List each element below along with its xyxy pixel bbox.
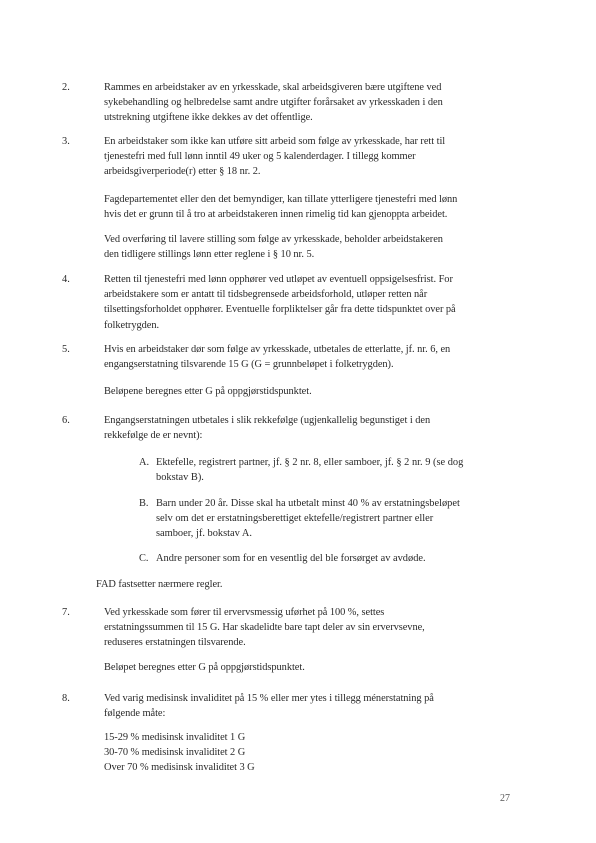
subitem-text [156,496,528,542]
text-line: Engangserstatningen utbetales i slik rekkefølge (ugjenkallelig begunstiget i den [104,415,431,426]
item-number: 5. [62,344,70,355]
text-line: En arbeidstaker som ikke kan utføre sitt arbeid som følge av yrkesskade, har rett til [104,136,446,147]
paragraph [104,413,524,443]
paragraph [104,272,524,333]
text-line: arbeidstakere som er antatt til tidsbegrensede arbeidsforhold, utløper retten når [104,289,428,301]
text-line: bokstav B). [156,472,204,484]
paragraph [104,134,524,180]
text-line: Retten til tjenestefri med lønn opphører ved utløpet av eventuell oppsigelsesfrist. For [104,274,453,285]
text-line: rekkefølge de er nevnt): [104,430,203,442]
paragraph [104,384,524,399]
text-line: Hvis en arbeidstaker dør som følge av yrkesskade, utbetales de etterlatte, jf. nr. 6, en [104,344,451,355]
text-line: Beløpet beregnes etter G på oppgjørstidspunktet. [104,662,305,673]
text-line: Ved yrkesskade som fører til ervervsmessig uførhet på 100 %, settes [104,607,385,618]
text-line: arbeidsgiverperiode(r) etter § 18 nr. 2. [104,166,261,178]
item-number: 4. [62,274,70,285]
text-line: Over 70 % medisinsk invaliditet 3 G [104,762,255,774]
paragraph [104,691,524,721]
subitem-text [156,455,528,485]
paragraph [104,660,524,675]
paragraph [104,342,524,372]
text-line: hvis det er grunn til å tro at arbeidstakeren innen rimelig tid kan gjenoppta arbeidet. [104,209,448,221]
page-number: 27 [500,793,510,804]
text-line: engangserstatning tilsvarende 15 G (G = grunnbeløpet i folketrygden). [104,359,394,371]
text-line: Barn under 20 år. Disse skal ha utbetalt minst 40 % av erstatningsbeløpet [156,498,460,509]
paragraph [104,605,524,651]
subitem-letter: C. [139,553,149,564]
item-number: 8. [62,693,70,704]
text-line: folketrygden. [104,319,160,331]
subitem-letter: A. [139,457,150,468]
text-line: Beløpene beregnes etter G på oppgjørstidspunktet. [104,386,312,397]
text-line: sykebehandling og helbredelse samt andre utgifter forårsaket av yrkesskaden i den [104,97,443,109]
text-line: FAD fastsetter nærmere regler. [96,579,223,590]
text-line: følgende måte: [104,708,166,720]
text-line: Rammes en arbeidstaker av en yrkesskade, skal arbeidsgiveren bære utgiftene ved [104,82,442,93]
text-line: samboer, jf. bokstav A. [156,528,252,540]
text-line: utstrekning utgiftene ikke dekkes av det offentlige. [104,112,313,124]
text-line: tjenestefri med full lønn inntil 49 uker og 5 kalenderdager. I tillegg kommer [104,151,416,163]
subitem-letter: B. [139,498,149,509]
text-line: selv om det er erstatningsberettiget ektefelle/registrert partner eller [156,513,434,525]
text-line: 30-70 % medisinsk invaliditet 2 G [104,747,246,759]
item-number: 2. [62,82,70,93]
item-number: 7. [62,607,70,618]
text-line: Fagdepartementet eller den det bemyndiger, kan tillate ytterligere tjenestefri med lønn [104,194,458,205]
text-line: erstatningssummen til 15 G. Har skadelidte bare tapt deler av sin ervervsevne, [104,622,425,634]
paragraph [104,192,524,222]
paragraph [104,730,524,776]
paragraph [96,577,516,592]
text-line: Andre personer som for en vesentlig del ble forsørget av avdøde. [156,553,426,564]
text-line: Ved varig medisinsk invaliditet på 15 % eller mer ytes i tillegg ménerstatning på [104,693,434,704]
text-line: Ved overføring til lavere stilling som følge av yrkesskade, beholder arbeidstakeren [104,234,443,245]
text-line: tilsettingsforholdet opphører. Eventuelle forpliktelser går fra dette tidspunktet over på [104,304,456,316]
paragraph [104,232,524,262]
item-number: 6. [62,415,70,426]
text-line: 15-29 % medisinsk invaliditet 1 G [104,732,246,743]
paragraph [104,80,524,126]
text-line: Ektefelle, registrert partner, jf. § 2 nr. 8, eller samboer, jf. § 2 nr. 9 (se dog [156,457,464,468]
item-number: 3. [62,136,70,147]
text-line: reduseres erstatningen tilsvarende. [104,637,246,649]
subitem-text [156,551,528,566]
text-line: den tidligere stillings lønn etter reglene i § 10 nr. 5. [104,249,315,261]
